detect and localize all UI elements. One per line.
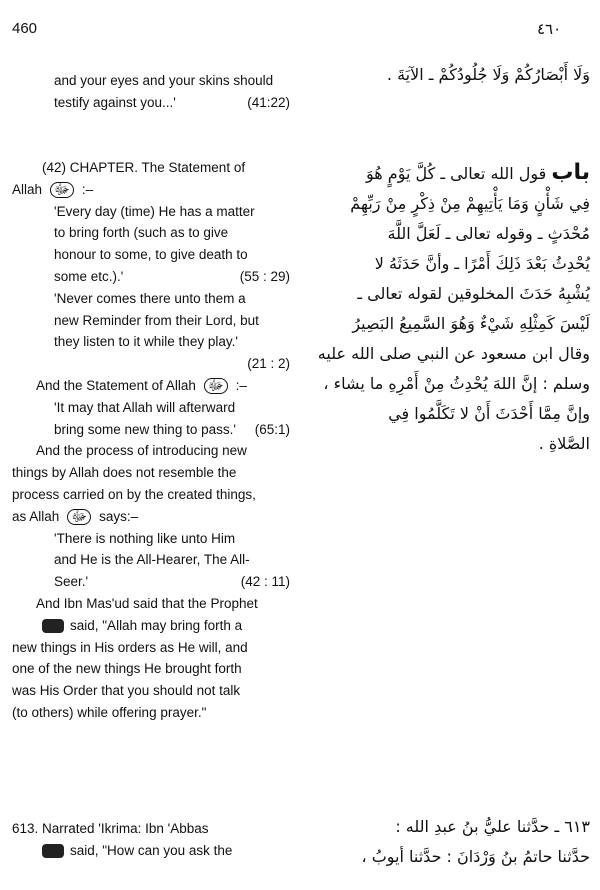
arabic-line: لَيْسَ كَمِثْلِهِ شَيْءٌ وَهُوَ السَّمِيعُ البَصِيرُ (352, 314, 590, 333)
english-line: 'Every day (time) He has a matter (54, 203, 255, 219)
english-line: they listen to it while they play.' (54, 334, 238, 350)
arabic-line: وإنَّ مِمَّا أَحْدَثَ أَنْ لا تَكَلَّمُوا فِي (388, 404, 590, 423)
english-line: 'It may that Allah will afterward (54, 399, 236, 415)
prophet-seal-icon (42, 844, 64, 858)
arabic-line: حدَّثنا حاتمُ بنُ وَرْدَانَ : حدَّثنا أيوبُ ، (361, 847, 590, 866)
arabic-line (300, 158, 590, 189)
arabic-line: ٦١٣ ـ حدَّثنا عليُّ بنُ عبدِ الله : (395, 817, 590, 836)
english-intro (12, 70, 290, 114)
arabic-chapter (300, 158, 590, 459)
english-line (12, 419, 290, 441)
english-line: 'There is nothing like unto Him (54, 530, 236, 546)
english-line: was His Order that you should not talk (12, 683, 241, 699)
hadith-613-english (12, 818, 290, 862)
english-text: bring some new thing to pass.' (54, 421, 236, 437)
verse-ref: (41:22) (247, 94, 290, 110)
english-line: honour to some, to give death to (54, 247, 248, 263)
english-line (12, 840, 290, 862)
english-text: Seer.' (54, 574, 89, 590)
page-number-english: 460 (12, 20, 38, 37)
english-line (12, 615, 290, 637)
english-line: things by Allah does not resemble the (12, 465, 237, 481)
verse-ref: (42 : 11) (240, 574, 290, 590)
english-text: some etc.).' (54, 268, 124, 284)
verse-ref: (55 : 29) (239, 268, 290, 284)
allah-seal-icon: ﷻ (67, 509, 91, 525)
chapter-heading: (42) CHAPTER. The Statement of (42, 160, 246, 175)
english-chapter (12, 157, 290, 724)
allah-seal-icon: ﷻ (204, 378, 228, 394)
english-line: one of the new things He brought forth (12, 661, 242, 677)
arabic-line: مُحْدَثٍ ـ وقوله تعالى ـ لَعَلَّ اللَّهَ (387, 224, 590, 243)
arabic-top-line: وَلَا أَبْصَارُكُمْ وَلَا جُلُودُكُمْ ـ الآيَةَ . (386, 65, 590, 84)
arabic-line: الصَّلاةِ . (538, 434, 590, 453)
allah-text: Allah (12, 181, 43, 197)
allah-seal-icon: ﷻ (50, 182, 74, 198)
arabic-line: يُحْدِثُ بَعْدَ ذَلِكَ أَمْرًا ـ وأنَّ حَدَثَهُ لا (374, 254, 590, 273)
english-line (12, 266, 290, 288)
chapter-word: باب (551, 160, 590, 185)
arabic-line: يُشْبِهُ حَدَثَ المخلوقين لقوله تعالى ـ (357, 284, 590, 303)
english-line (12, 506, 290, 528)
english-text: testify against you...' (54, 94, 176, 110)
english-line: process carried on by the created things, (12, 486, 256, 502)
arabic-line: وسلم : إنَّ اللهَ يُحْدِثُ مِنْ أَمْرِهِ ما يشاء ، (323, 374, 590, 393)
english-line: And Ibn Mas'ud said that the Prophet (36, 595, 258, 611)
english-line: And the process of introducing new (36, 443, 247, 459)
english-line: new Reminder from their Lord, but (54, 312, 259, 328)
english-line: new things in His orders as He will, and (12, 639, 248, 655)
verse-ref: (65:1) (254, 421, 290, 437)
colon-dash: :– (81, 181, 94, 197)
english-line: and your eyes and your skins should (54, 73, 274, 88)
english-text: says:– (99, 508, 139, 524)
arabic-text: قول الله تعالى ـ كُلَّ يَوْمٍ هُوَ (366, 164, 547, 183)
english-line (12, 375, 290, 397)
english-text: And the Statement of Allah (36, 377, 196, 393)
english-line (12, 92, 290, 114)
english-line (12, 179, 290, 201)
verse-ref: (21 : 2) (247, 356, 290, 372)
english-text: said, "How can you ask the (70, 842, 233, 858)
english-line (12, 571, 290, 593)
english-line: and He is the All-Hearer, The All- (54, 552, 250, 568)
english-text: said, "Allah may bring forth a (70, 617, 243, 633)
prophet-seal-icon (42, 619, 64, 633)
english-line: 613. Narrated 'Ikrima: Ibn 'Abbas (12, 821, 209, 836)
hadith-613-arabic (300, 812, 590, 872)
colon-dash: :– (235, 377, 247, 393)
english-line: to bring forth (such as to give (54, 225, 229, 241)
english-line: 'Never comes there unto them a (54, 290, 246, 306)
page-number-arabic: ٤٦٠ (537, 20, 562, 38)
arabic-line: وقال ابن مسعود عن النبي صلى الله عليه (317, 344, 590, 363)
english-text: as Allah (12, 508, 60, 524)
arabic-line: فِي شَأْنٍ وَمَا يَأْتِيهِمْ مِنْ ذِكْرٍ مِنْ رَبِّهِمْ (350, 194, 590, 213)
english-line: (to others) while offering prayer." (12, 704, 207, 720)
